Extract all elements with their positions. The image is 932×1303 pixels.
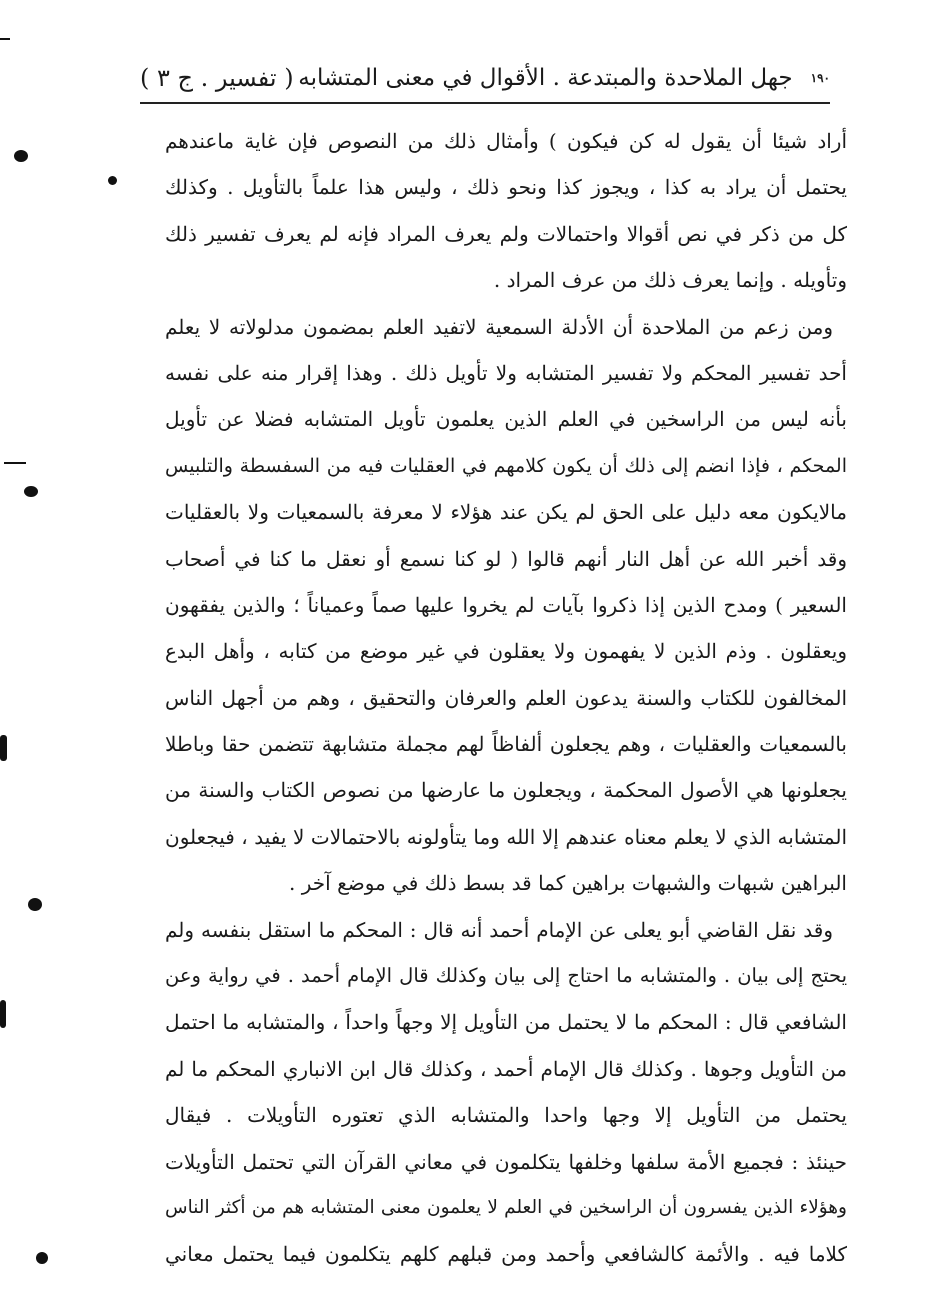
text-line: وقد نقل القاضي أبو يعلى عن الإمام أحمد أنه قال : المحكم ما استقل بنفسه ولم [165,917,833,942]
text-line: المتشابه الذي لا يعلم معناه عندهم إلا الله وما يتأولونه بالاحتمالات لا يفيد ، فيجعلون [165,824,847,849]
text-line: بأنه ليس من الراسخين في العلم الذين يعلمون تأويل المتشابه فضلا عن تأويل [165,407,847,432]
text-line: وقد أخبر الله عن أهل النار أنهم قالوا ( لو كنا نسمع أو نعقل ما كنا في أصحاب [165,546,847,571]
scan-speck [0,38,10,40]
text-line: البراهين شبهات والشبهات براهين كما قد بسط ذلك في موضع آخر . [289,871,847,896]
scan-speck [0,735,7,761]
scan-speck [36,1252,48,1264]
text-line: ويعقلون . وذم الذين لا يفهمون ولا يعقلون في غير موضع من كتابه ، وأهل البدع [165,639,847,664]
scan-speck [24,486,38,497]
text-line: المحكم ، فإذا انضم إلى ذلك أن يكون كلامهم في العقليات فيه من السفسطة والتلبيس [165,454,847,477]
text-line: حينئذ : فجميع الأمة سلفها وخلفها يتكلمون في معاني القرآن التي تحتمل التأويلات [165,1149,847,1174]
text-line: أراد شيئا أن يقول له كن فيكون ) وأمثال ذلك من النصوص فإن غاية ماعندهم [165,129,847,153]
text-line: مالايكون معه دليل على الحق لم يكن عند هؤلاء لا معرفة بالسمعيات ولا بالعقليات [165,500,847,525]
text-line: وتأويله . وإنما يعرف ذلك من عرف المراد . [493,268,847,293]
text-line: بالسمعيات والعقليات ، وهم يجعلون ألفاظاً لهم مجملة متشابهة تتضمن حقا وباطلا [165,732,847,757]
text-line: يحتمل من التأويل إلا وجها واحدا والمتشابه الذي تعتوره التأويلات . فيقال [165,1103,847,1128]
scan-speck [14,150,28,162]
scan-speck [0,1000,6,1028]
header-rule [140,102,830,104]
scan-speck [4,462,26,464]
body-text [165,118,847,1278]
scan-speck [108,176,117,185]
page-number: ١٩٠ [810,71,830,85]
text-line: من التأويل وجوها . وكذلك قال الإمام أحمد ، وكذلك قال ابن الانباري المحكم ما لم [165,1056,847,1081]
text-line: المخالفون للكتاب والسنة يدعون العلم والعرفان والتحقيق ، وهم من أجهل الناس [165,685,847,710]
text-line: يحتج إلى بيان . والمتشابه ما احتاج إلى بيان وكذلك قال الإمام أحمد . في رواية وعن [165,964,847,988]
text-line: كلاما فيه . والأئمة كالشافعي وأحمد ومن قبلهم كلهم يتكلمون فيما يحتمل معاني [165,1242,847,1267]
page-header [140,56,830,100]
scan-speck [28,898,42,911]
text-line: يجعلونها هي الأصول المحكمة ، ويجعلون ما عارضها من نصوص الكتاب والسنة من [165,778,847,803]
text-line: كل من ذكر في نص أقوالا واحتمالات ولم يعرف المراد فإنه لم يعرف تفسير ذلك [165,221,847,246]
text-line: السعير ) ومدح الذين إذا ذكروا بآيات لم يخروا عليها صماً وعمياناً ؛ والذين يفقهون [165,592,847,617]
text-line: وهؤلاء الذين يفسرون أن الراسخين في العلم لا يعلمون معنى المتشابه هم من أكثر الناس [165,1196,847,1218]
text-line: يحتمل أن يراد به كذا ، ويجوز كذا ونحو ذلك ، وليس هذا علماً بالتأويل . وكذلك [165,175,847,200]
text-line: أحد تفسير المحكم ولا تفسير المتشابه ولا تأويل ذلك . وهذا إقرار منه على نفسه [165,360,847,385]
text-line: ومن زعم من الملاحدة أن الأدلة السمعية لاتفيد العلم بمضمون مدلولاته لا يعلم [165,314,833,339]
volume-reference: ( تفسير . ج ٣ ) [140,64,294,92]
text-line: الشافعي قال : المحكم ما لا يحتمل من التأويل إلا وجهاً واحداً ، والمتشابه ما احتمل [165,1010,847,1035]
running-head: جهل الملاحدة والمبتدعة . الأقوال في معنى المتشابه [298,65,793,91]
